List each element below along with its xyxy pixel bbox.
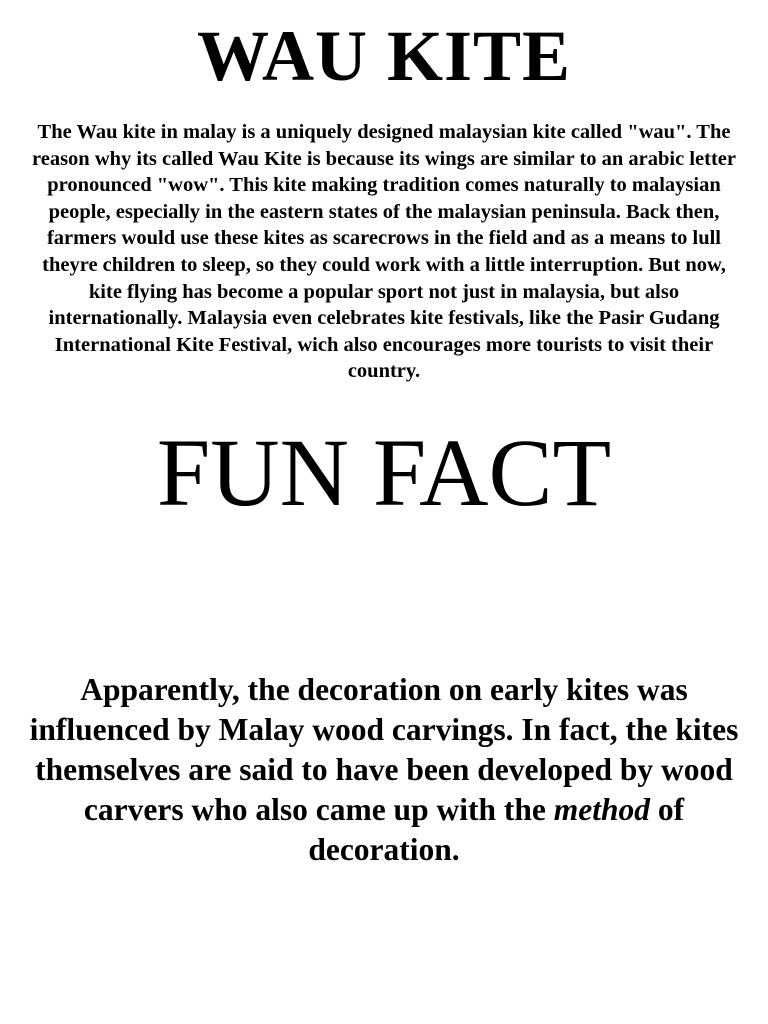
- fun-fact-text-end: of decoration.: [308, 792, 685, 867]
- fun-fact-paragraph: [24, 670, 744, 870]
- fun-fact-text-start: Apparently, the decoration on early kites was influenced by Malay wood carvings. In fact, the kites themselves are said to have been developed by wood carvers who also came up with the: [29, 672, 739, 827]
- page-title: WAU KITE: [196, 16, 572, 96]
- fun-fact-heading: FUN FACT: [156, 419, 612, 526]
- intro-paragraph: The Wau kite in malay is a uniquely designed malaysian kite called "wau". The reason why its called Wau Kite is because its wings are similar to an arabic letter pronounced "wow". This kite making tradition comes naturally to malaysian people, especially in the eastern states of the malaysian peninsula. Back then, farmers would use these kites as scarecrows in the field and as a means to lull theyre children to sleep, so they could work with a little interruption. But now, kite flying has become a popular sport not just in malaysia, but also internationally. Malaysia even celebrates kite festivals, like the Pasir Gudang International Kite Festival, wich also encourages more tourists to visit their country.: [32, 121, 736, 383]
- fun-fact-emphasis: method: [553, 792, 650, 827]
